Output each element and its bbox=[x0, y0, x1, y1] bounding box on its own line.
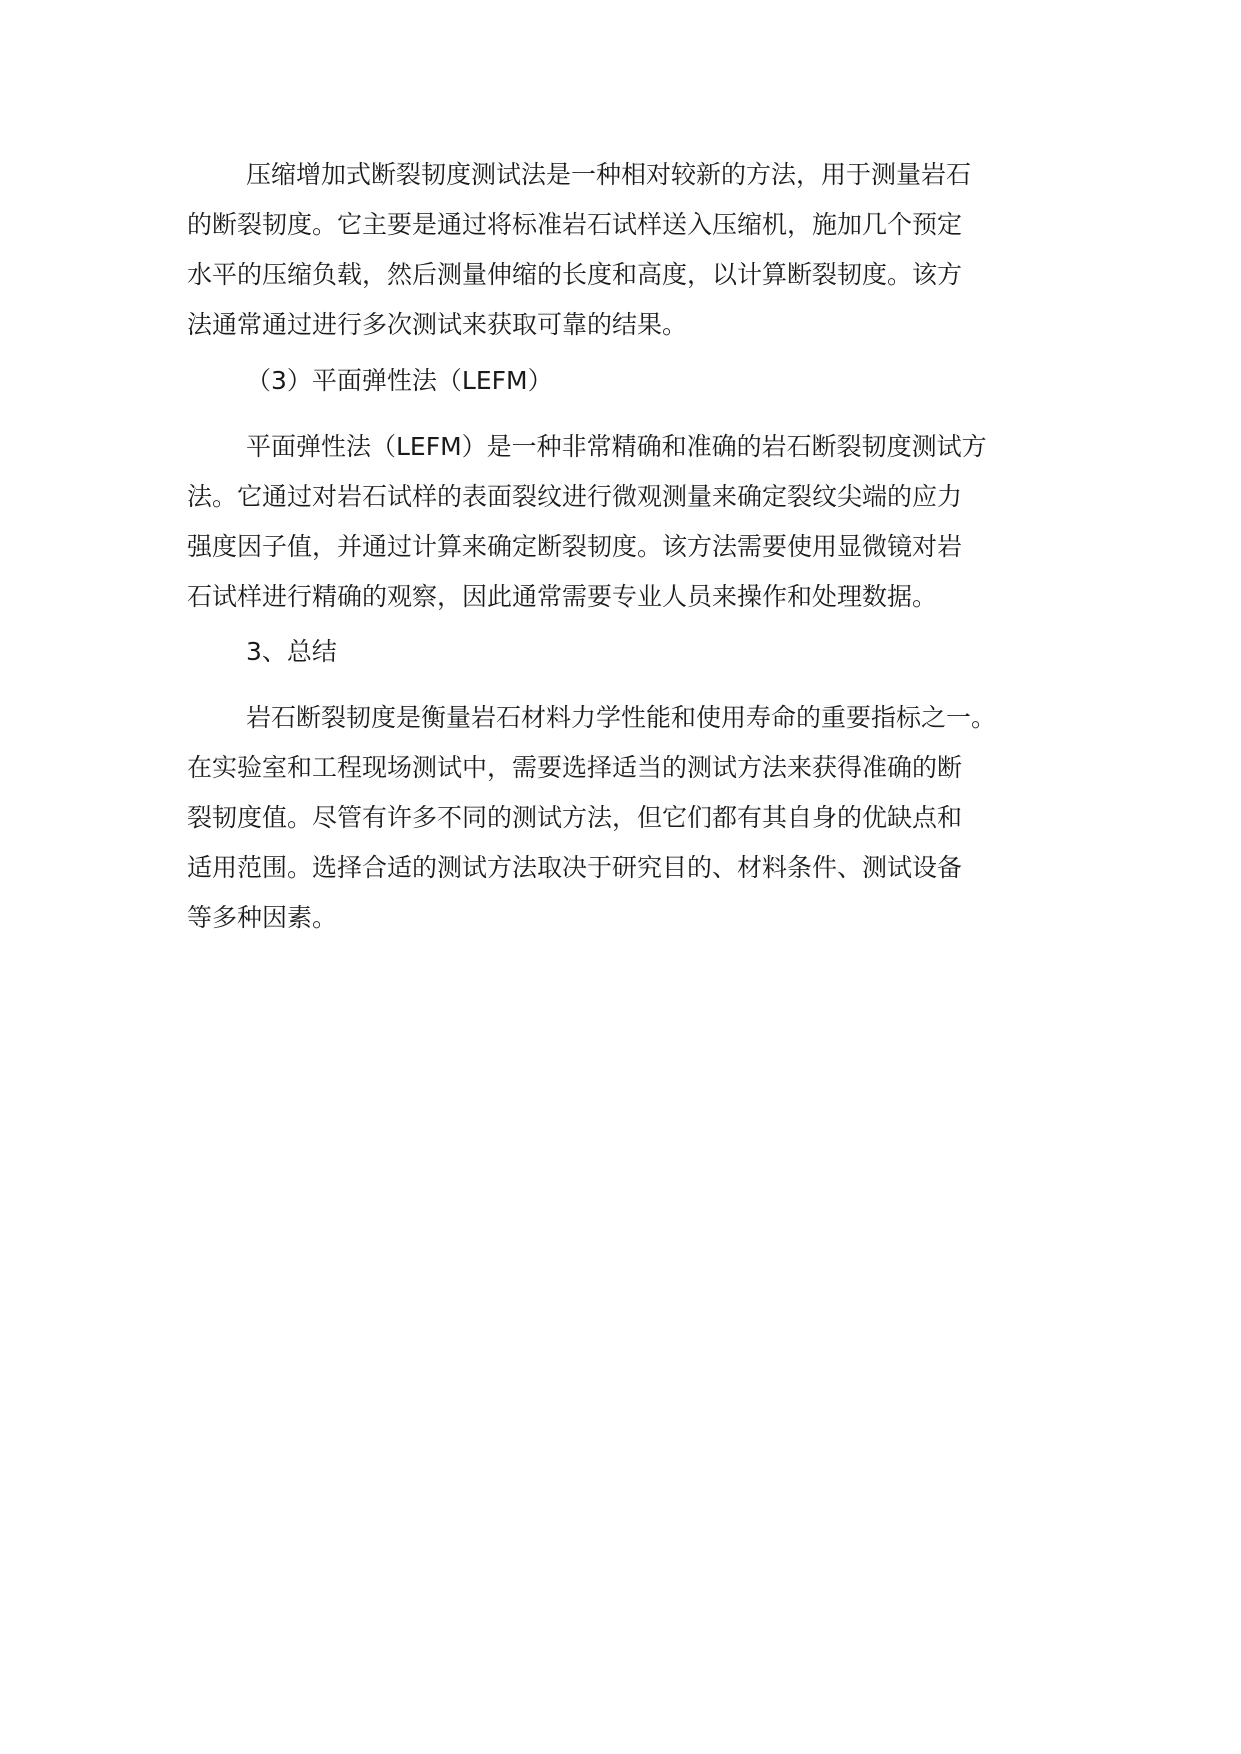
text-line: 的断裂韧度。它主要是通过将标准岩石试样送入压缩机，施加几个预定 bbox=[187, 210, 963, 239]
text-line: 法。它通过对岩石试样的表面裂纹进行微观测量来确定裂纹尖端的应力 bbox=[187, 482, 963, 511]
text-line: 等多种因素。 bbox=[187, 903, 338, 932]
text-line: 石试样进行精确的观察，因此通常需要专业人员来操作和处理数据。 bbox=[187, 582, 938, 611]
heading-text: （3）平面弹性法（LEFM） bbox=[246, 366, 553, 395]
text-line: 法通常通过进行多次测试来获取可靠的结果。 bbox=[187, 310, 688, 339]
text-line: 适用范围。选择合适的测试方法取决于研究目的、材料条件、测试设备 bbox=[187, 853, 963, 882]
text-line: 裂韧度值。尽管有许多不同的测试方法，但它们都有其自身的优缺点和 bbox=[187, 803, 963, 832]
text-line: 岩石断裂韧度是衡量岩石材料力学性能和使用寿命的重要指标之一。 bbox=[246, 703, 997, 732]
text-line: 平面弹性法（LEFM）是一种非常精确和准确的岩石断裂韧度测试方 bbox=[246, 432, 987, 461]
heading-text: 3、总结 bbox=[246, 637, 337, 666]
text-line: 在实验室和工程现场测试中，需要选择适当的测试方法来获得准确的断 bbox=[187, 753, 963, 782]
text-line: 强度因子值，并通过计算来确定断裂韧度。该方法需要使用显微镜对岩 bbox=[187, 532, 963, 561]
text-line: 水平的压缩负载，然后测量伸缩的长度和高度，以计算断裂韧度。该方 bbox=[187, 260, 963, 289]
text-line: 压缩增加式断裂韧度测试法是一种相对较新的方法，用于测量岩石 bbox=[246, 160, 972, 189]
